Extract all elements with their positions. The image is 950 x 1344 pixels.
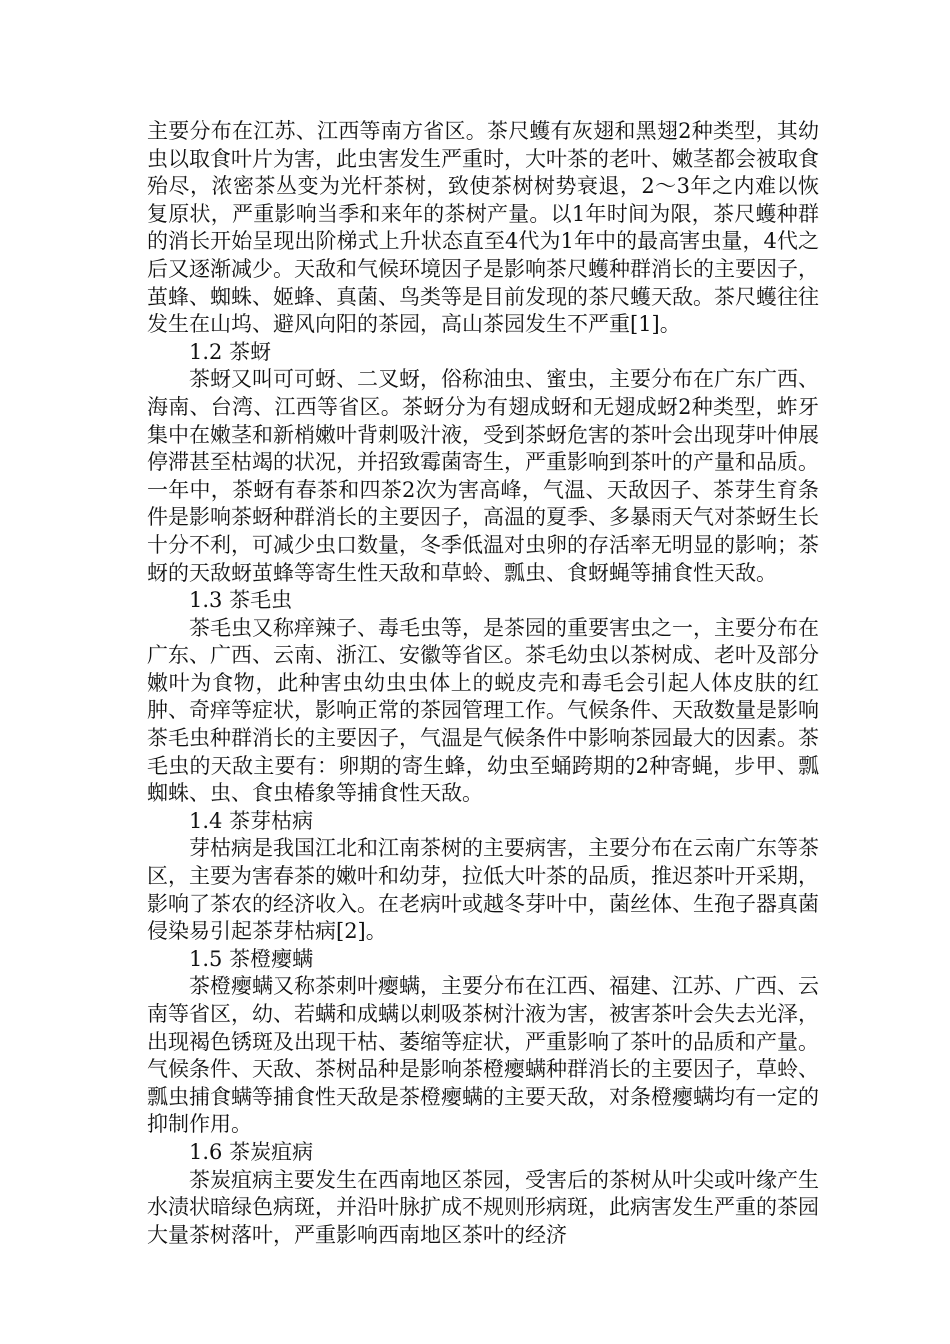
paragraph-tea-geometrid-cont: 主要分布在江苏、江西等南方省区。茶尺蠖有灰翅和黑翅2种类型，其幼虫以取食叶片为害，此虫害发生严重时，大叶茶的老叶、嫩茎都会被取食殆尽，浓密茶丛变为光杆茶树，致使茶树树势衰退，2～3年之内难以恢复原状，严重影响当季和来年的茶树产量。以1年时间为限，茶尺蠖种群的消长开始呈现出阶梯式上升状态直至4代为1年中的最高害虫量，4代之后又逐渐减少。天敌和气候环境因子是影响茶尺蠖种群消长的主要因子，茧蜂、蜘蛛、姬蜂、真菌、鸟类等是目前发现的茶尺蠖天敌。茶尺蠖往往发生在山坞、避风向阳的茶园，高山茶园发生不严重[1]。: [147, 119, 819, 337]
section-heading-1-4: 1.4 茶芽枯病: [189, 808, 314, 833]
document-body: [147, 118, 819, 1249]
paragraph-tea-caterpillar: 茶毛虫又称痒辣子、毒毛虫等，是茶园的重要害虫之一，主要分布在广东、广西、云南、浙江、安徽等省区。茶毛幼虫以茶树成、老叶及部分嫩叶为食物，此种害虫幼虫虫体上的蜕皮壳和毒毛会引起人体皮肤的红肿、奇痒等症状，影响正常的茶园管理工作。气候条件、天敌数量是影响茶毛虫种群消长的主要因子，气温是气候条件中影响茶园最大的因素。茶毛虫的天敌主要有：卵期的寄生蜂，幼虫至蛹跨期的2种寄蝇，步甲、瓢蜘蛛、虫、食虫椿象等捕食性天敌。: [147, 615, 819, 806]
section-heading-1-3: 1.3 茶毛虫: [189, 588, 293, 613]
paragraph-tea-aphid: 茶蚜又叫可可蚜、二叉蚜，俗称油虫、蜜虫，主要分布在广东广西、海南、台湾、江西等省区。茶蚜分为有翅成蚜和无翅成蚜2种类型，蚱牙集中在嫩茎和新梢嫩叶背刺吸汁液，受到茶蚜危害的茶叶会出现芽叶伸展停滞甚至枯竭的状况，并招致霉菌寄生，严重影响到茶叶的产量和品质。一年中，茶蚜有春茶和四茶2次为害高峰，气温、天敌因子、茶芽生育条件是影响茶蚜种群消长的主要因子，高温的夏季、多暴雨天气对茶蚜生长十分不利，可减少虫口数量，冬季低温对虫卵的存活率无明显的影响；茶蚜的天敌蚜茧蜂等寄生性天敌和草蛉、瓢虫、食蚜蝇等捕食性天敌。: [147, 367, 819, 585]
section-heading-1-2: 1.2 茶蚜: [189, 339, 272, 364]
paragraph-orange-gall-mite: 茶橙瘿螨又称茶刺叶瘿螨，主要分布在江西、福建、江苏、广西、云南等省区，幼、若螨和成螨以刺吸茶树汁液为害，被害茶叶会失去光泽，出现褐色锈斑及出现干枯、萎缩等症状，严重影响了茶叶的品质和产量。气候条件、天敌、茶树品种是影响茶橙瘿螨种群消长的主要因子，草蛉、瓢虫捕食螨等捕食性天敌是茶橙瘿螨的主要天敌，对条橙瘿螨均有一定的抑制作用。: [147, 974, 819, 1137]
section-heading-1-5: 1.5 茶橙瘿螨: [189, 946, 314, 971]
paragraph-anthracnose: 茶炭疽病主要发生在西南地区茶园，受害后的茶树从叶尖或叶缘产生水渍状暗绿色病斑，并沿叶脉扩成不规则形病斑，此病害发生严重的茶园大量茶树落叶，严重影响西南地区茶叶的经济: [147, 1167, 819, 1247]
paragraph-bud-blight: 芽枯病是我国江北和江南茶树的主要病害，主要分布在云南广东等茶区，主要为害春茶的嫩叶和幼芽，拉低大叶茶的品质，推迟茶叶开采期，影响了茶农的经济收入。在老病叶或越冬芽叶中，菌丝体、生孢子器真菌侵染易引起茶芽枯病[2]。: [147, 836, 819, 944]
section-heading-1-6: 1.6 茶炭疽病: [189, 1139, 314, 1164]
